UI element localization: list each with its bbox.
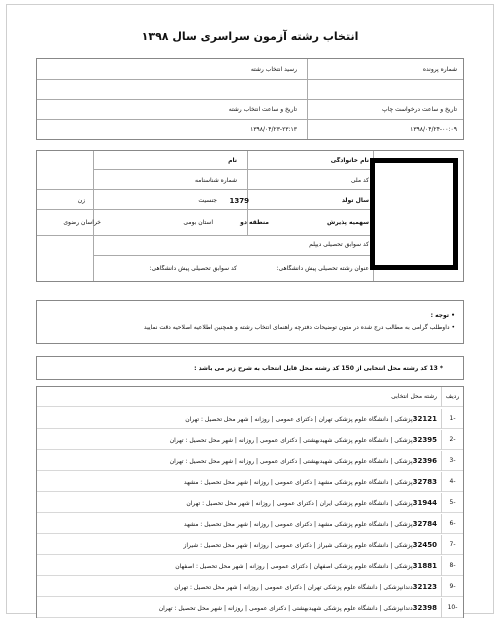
header-row-divider — [37, 79, 463, 80]
choice-code: 31944 — [412, 499, 437, 507]
choice-code: 32395 — [412, 436, 437, 444]
choice-description: پزشکی | دانشگاه علوم پزشکی اصفهان | دکترای عمومی | روزانه | شهر محل تحصیل : اصفهان — [175, 563, 413, 570]
row-number: 10- — [441, 598, 463, 618]
column-header-row: ردیف — [441, 387, 463, 407]
row-number: 6- — [441, 514, 463, 534]
choice-text — [174, 577, 437, 597]
info-row-divider — [37, 189, 373, 190]
row-number: 4- — [441, 472, 463, 492]
notice-heading: • توجه : — [430, 312, 455, 319]
choice-text — [175, 556, 437, 576]
summary-text: * 13 کد رشته محل انتخابی از 150 کد رشته محل قابل انتخاب به شرح زیر می باشد : — [194, 365, 443, 372]
table-row — [37, 598, 463, 618]
row-number: 2- — [441, 430, 463, 450]
notice-heading-text: توجه : — [430, 312, 450, 319]
choice-code: 32121 — [412, 415, 437, 423]
choice-code: 32784 — [412, 520, 437, 528]
choice-text — [170, 430, 437, 450]
row-number: 8- — [441, 556, 463, 576]
choice-description: پزشکی | دانشگاه علوم پزشکی تهران | دکترای عمومی | روزانه | شهر محل تحصیل : تهران — [185, 416, 413, 423]
choice-date-value: ۱۳۹۸/۰۴/۲۳-۲۳:۱۳ — [250, 126, 297, 133]
gender-value: زن — [77, 197, 85, 204]
column-header-choice: رشته محل انتخابی — [391, 393, 437, 400]
file-number-label: شماره پرونده — [422, 66, 457, 73]
choice-code: 31881 — [412, 562, 437, 570]
firstname-label: نام — [228, 157, 237, 164]
id-number-label: شماره شناسنامه — [194, 177, 237, 184]
row-number: 1- — [441, 409, 463, 429]
notice-box — [36, 300, 464, 344]
national-code-label: کد ملی — [350, 177, 369, 184]
choice-code: 32398 — [412, 604, 437, 612]
header-box — [36, 58, 464, 140]
choice-code: 32123 — [412, 583, 437, 591]
info-row-divider — [93, 255, 373, 256]
table-header-row — [37, 387, 463, 407]
choice-code: 32396 — [412, 457, 437, 465]
choice-description: دندانپزشکی | دانشگاه علوم پزشکی تهران | دکترای عمومی | روزانه | شهر محل تحصیل : تهران — [174, 584, 413, 591]
info-row-divider — [37, 209, 373, 210]
header-row-divider — [37, 99, 463, 100]
table-row — [37, 451, 463, 471]
choice-code: 32783 — [412, 478, 437, 486]
table-row — [37, 430, 463, 450]
info-row-divider — [93, 169, 373, 170]
choice-text — [184, 514, 437, 534]
receipt-label: رسید انتخاب رشته — [250, 66, 297, 73]
choice-description: پزشکی | دانشگاه علوم پزشکی مشهد | دکترای عمومی | روزانه | شهر محل تحصیل : مشهد — [183, 521, 413, 528]
choice-description: پزشکی | دانشگاه علوم پزشکی شهیدبهشتی | دکترای عمومی | روزانه | شهر محل تحصیل : تهران — [169, 437, 413, 444]
birth-year-label: سال تولد — [341, 197, 369, 204]
choice-text — [185, 409, 437, 429]
photo-redacted-box — [370, 158, 458, 270]
summary-box — [36, 356, 464, 380]
page-title: انتخاب رشته آزمون سراسری سال ۱۳۹۸ — [141, 30, 359, 43]
native-province-label: استان بومی — [183, 219, 213, 226]
notice-body-text: داوطلب گرامی به مطالب درج شده در متون توضیحات دفترچه راهنمای انتخاب رشته و همچنین اطلاعیه اصلاحیه دقت نمایید — [143, 324, 450, 331]
choice-description: پزشکی | دانشگاه علوم پزشکی شهیدبهشتی | دکترای عمومی | روزانه | شهر محل تحصیل : تهران — [169, 458, 413, 465]
info-col-divider — [93, 151, 94, 281]
row-number: 9- — [441, 577, 463, 597]
quota-value: منطقه دو — [240, 219, 269, 226]
preuni-code-label: کد سوابق تحصیلی پیش دانشگاهی: — [149, 265, 237, 272]
row-number: 7- — [441, 535, 463, 555]
fullname-label: نام خانوادگی — [330, 157, 369, 164]
choice-description: پزشکی | دانشگاه علوم پزشکی مشهد | دکترای عمومی | روزانه | شهر محل تحصیل : مشهد — [183, 479, 413, 486]
table-row — [37, 493, 463, 513]
choice-text — [186, 493, 437, 513]
choice-text — [170, 451, 437, 471]
table-row — [37, 472, 463, 492]
table-row — [37, 409, 463, 429]
preuni-title-label: عنوان رشته تحصیلی پیش دانشگاهی: — [276, 265, 369, 272]
choice-text — [183, 535, 437, 555]
info-row-divider — [37, 235, 373, 236]
gender-label: جنسیت — [198, 197, 217, 204]
header-col-divider — [307, 59, 308, 139]
birth-year-value: 1379 — [229, 197, 249, 205]
notice-text: • داوطلب گرامی به مطالب درج شده در متون توضیحات دفترچه راهنمای انتخاب رشته و همچنین اطلاعیه اصلاحیه دقت نمایید — [143, 324, 455, 331]
choice-code: 32450 — [412, 541, 437, 549]
table-row — [37, 514, 463, 534]
table-row — [37, 535, 463, 555]
row-number: 3- — [441, 451, 463, 471]
choices-table — [36, 386, 464, 618]
print-date-value: ۱۳۹۸/۰۴/۲۴-۰۰:۰۹ — [410, 126, 457, 133]
table-row — [37, 556, 463, 576]
diploma-code-label: کد سوابق تحصیلی دیپلم — [309, 241, 369, 248]
print-date-label: تاریخ و ساعت درخواست چاپ — [382, 106, 457, 113]
quota-label: سهمیه پذیرش — [326, 219, 369, 226]
table-row — [37, 577, 463, 597]
choice-description: دندانپزشکی | دانشگاه علوم پزشکی شهیدبهشتی | دکترای عمومی | روزانه | شهر محل تحصیل : تهران — [158, 605, 413, 612]
native-province-value: خراسان رضوی — [63, 219, 101, 226]
row-number: 5- — [441, 493, 463, 513]
header-row-divider — [37, 119, 463, 120]
choice-description: پزشکی | دانشگاه علوم پزشکی شیراز | دکترای عمومی | روزانه | شهر محل تحصیل : شیراز — [183, 542, 413, 549]
choice-text — [184, 472, 437, 492]
choice-date-label: تاریخ و ساعت انتخاب رشته — [228, 106, 297, 113]
choice-text — [159, 598, 437, 618]
choice-description: پزشکی | دانشگاه علوم پزشکی ایران | دکترای عمومی | روزانه | شهر محل تحصیل : تهران — [186, 500, 413, 507]
